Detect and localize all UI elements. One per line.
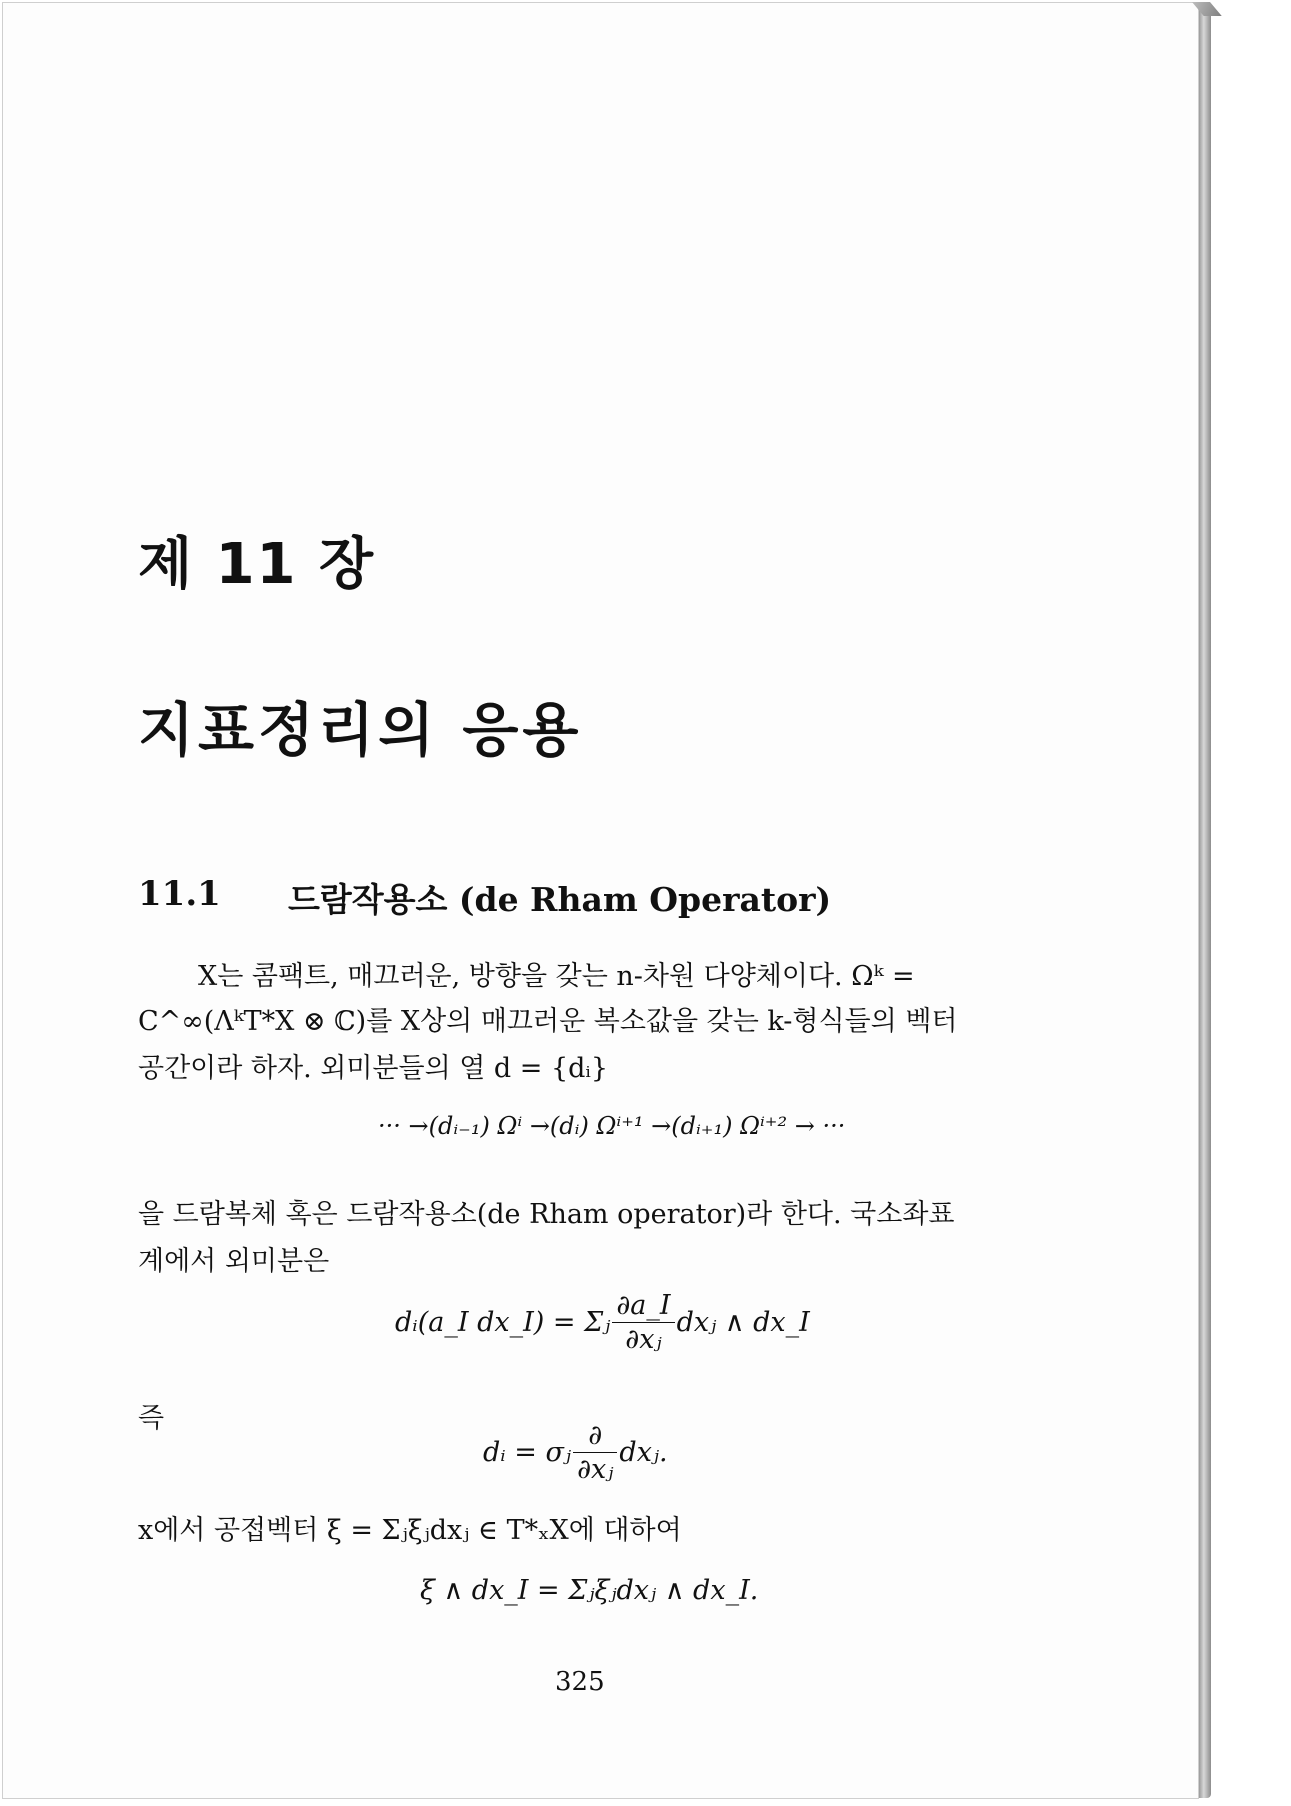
section-title: 드람작용소 (de Rham Operator) [288,880,832,919]
equation-wedge-product: ξ ∧ dx_I = Σⱼξⱼdxⱼ ∧ dx_I. [420,1575,759,1606]
paragraph1-line2: C^∞(ΛᵏT*X ⊗ ℂ)를 X상의 매끄러운 복소값을 갖는 k-형식들의 벡터 [138,1006,958,1037]
chapter-number: 제 11 장 [138,532,376,597]
chapter-title: 지표정리의 응용 [138,696,583,764]
paragraph3: x에서 공접벡터 ξ = Σⱼξⱼdxⱼ ∈ T*ₓX에 대하여 [138,1515,682,1546]
equation2-numerator: ∂a_I [612,1290,674,1323]
section-number: 11.1 [138,874,221,914]
equation-de-rham-complex: ··· →(dᵢ₋₁) Ωⁱ →(dᵢ) Ωⁱ⁺¹ →(dᵢ₊₁) Ωⁱ⁺² → ··· [378,1112,846,1140]
text-jeuk: 즉 [138,1403,165,1434]
equation-di-operator [483,1420,668,1487]
page-edge-shadow [1199,8,1211,1798]
paragraph1-line1: X는 콤팩트, 매끄러운, 방향을 갖는 n-차원 다양체이다. Ωᵏ = [198,961,915,992]
equation2-denominator: ∂xⱼ [625,1324,662,1355]
equation3-fraction [573,1420,617,1487]
page-number: 325 [555,1667,605,1697]
equation3-denominator: ∂xⱼ [577,1454,614,1485]
equation2-lhs: dᵢ(a_I dx_I) = Σⱼ [395,1307,611,1338]
equation2-rhs: dxⱼ ∧ dx_I [676,1307,810,1338]
equation3-numerator: ∂ [573,1420,617,1453]
equation2-fraction [612,1290,674,1357]
paragraph2-line1: 을 드람복체 혹은 드람작용소(de Rham operator)라 한다. 국소좌표 [138,1199,955,1230]
equation-exterior-derivative [395,1290,810,1357]
equation3-lhs: dᵢ = σⱼ [483,1437,572,1468]
paragraph1-line3: 공간이라 하자. 외미분들의 열 d = {dᵢ} [138,1053,609,1084]
paragraph2-line2: 계에서 외미분은 [138,1246,330,1277]
equation3-rhs: dxⱼ. [619,1437,668,1468]
